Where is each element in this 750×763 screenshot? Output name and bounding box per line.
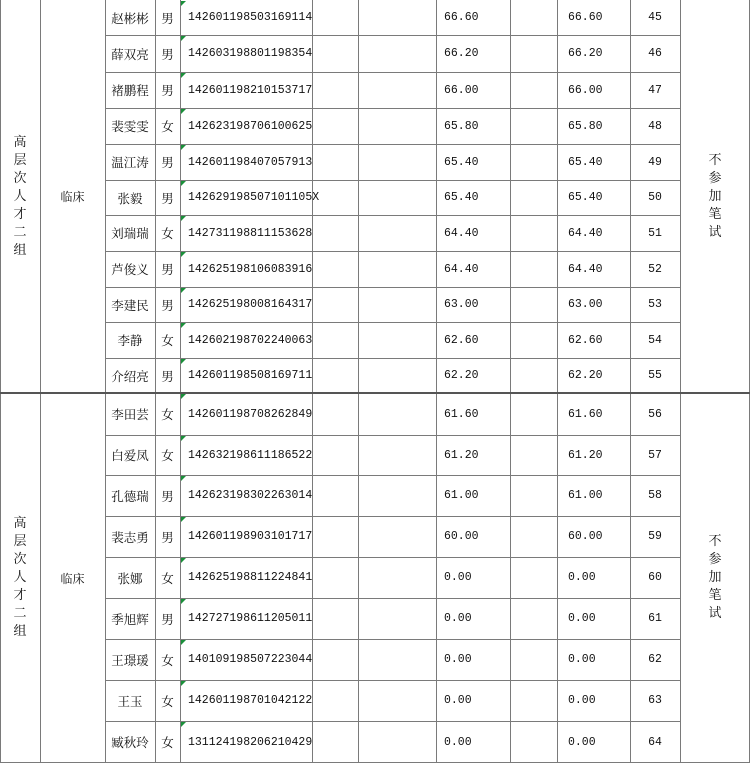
- applicant-score: 0.00: [444, 653, 472, 666]
- green-comment-marker: [181, 394, 186, 399]
- applicant-id-number: 142632198611186522: [188, 448, 313, 462]
- applicant-id-number: 142727198611205011: [188, 612, 313, 625]
- applicant-rank: 55: [648, 369, 662, 382]
- applicant-total-score: 0.00: [568, 571, 596, 584]
- applicant-name: 王璟瑗: [111, 652, 149, 668]
- applicant-rank: 49: [648, 155, 662, 169]
- group-note-label: 不 参 加 笔 试: [708, 152, 722, 240]
- green-comment-marker: [181, 36, 186, 41]
- applicant-score: 63.00: [444, 298, 479, 311]
- applicant-name: 裴志勇: [111, 529, 149, 545]
- applicant-rank: 52: [648, 262, 662, 276]
- applicant-score: 66.20: [444, 47, 479, 60]
- applicant-total-score: 0.00: [568, 653, 596, 666]
- applicant-rank: 61: [648, 612, 662, 625]
- applicant-total-score: 64.40: [568, 226, 603, 240]
- green-comment-marker: [181, 109, 186, 114]
- applicant-id-number: 142623198302263014: [188, 489, 313, 502]
- green-comment-marker: [181, 359, 186, 364]
- applicant-rank: 45: [648, 11, 662, 24]
- applicant-gender: 女: [161, 226, 174, 241]
- grid-column-line: [510, 0, 511, 763]
- applicant-gender: 女: [161, 693, 174, 709]
- applicant-score: 0.00: [444, 735, 472, 749]
- applicant-total-score: 65.40: [568, 155, 603, 169]
- applicant-total-score: 0.00: [568, 694, 596, 707]
- applicant-gender: 女: [161, 735, 174, 750]
- green-comment-marker: [181, 558, 186, 563]
- applicant-total-score: 0.00: [568, 735, 596, 749]
- applicant-id-number: 140109198507223044: [188, 653, 313, 666]
- applicant-name: 刘瑞瑞: [111, 226, 149, 241]
- applicant-total-score: 66.60: [568, 11, 603, 24]
- green-comment-marker: [181, 722, 186, 727]
- applicant-total-score: 62.60: [568, 333, 603, 347]
- applicant-score: 64.40: [444, 226, 479, 240]
- applicant-name: 薛双亮: [111, 46, 149, 62]
- applicant-score: 0.00: [444, 694, 472, 707]
- green-comment-marker: [181, 252, 186, 257]
- applicant-gender: 男: [161, 155, 174, 170]
- applicant-name: 王玉: [117, 693, 143, 709]
- applicant-score: 60.00: [444, 530, 479, 543]
- applicant-total-score: 66.00: [568, 83, 603, 97]
- applicant-gender: 男: [161, 10, 174, 26]
- group-category-label: 高 层 次 人 才 二 组: [13, 516, 27, 639]
- applicant-gender: 女: [161, 448, 174, 463]
- applicant-rank: 58: [648, 489, 662, 502]
- applicant-id-number: 142602198702240063: [188, 333, 313, 347]
- applicant-gender: 男: [161, 190, 174, 206]
- applicant-rank: 54: [648, 333, 662, 347]
- grid-column-line: [358, 0, 359, 763]
- applicant-name: 李建民: [111, 297, 149, 313]
- applicant-name: 温江涛: [111, 155, 149, 170]
- green-comment-marker: [181, 476, 186, 481]
- applicant-name: 李静: [117, 333, 143, 348]
- applicant-gender: 女: [161, 652, 174, 668]
- group-note-label: 不 参 加 笔 试: [708, 534, 722, 621]
- applicant-id-number: 142625198811224841: [188, 571, 313, 584]
- green-comment-marker: [181, 681, 186, 686]
- applicant-score: 65.40: [444, 155, 479, 169]
- applicant-name: 白爱凤: [111, 448, 149, 463]
- applicant-rank: 63: [648, 694, 662, 707]
- green-comment-marker: [181, 436, 186, 441]
- applicant-total-score: 61.60: [568, 407, 603, 421]
- applicant-name: 裴雯雯: [111, 119, 149, 134]
- applicant-id-number: 142601198407057913: [188, 155, 313, 169]
- applicant-total-score: 61.20: [568, 448, 603, 462]
- applicant-id-number: 142623198706100625: [188, 119, 313, 133]
- green-comment-marker: [181, 216, 186, 221]
- applicant-id-number: 142601198701042122: [188, 694, 313, 707]
- applicant-gender: 男: [161, 83, 174, 98]
- applicant-name: 张娜: [117, 570, 143, 586]
- applicant-gender: 男: [161, 262, 174, 277]
- applicant-gender: 男: [161, 46, 174, 62]
- applicant-name: 张毅: [117, 190, 143, 206]
- applicant-id-number: 142601198503169114: [188, 11, 313, 24]
- applicant-rank: 56: [648, 407, 662, 421]
- group-specialty-label: 临床: [60, 190, 85, 204]
- applicant-name: 芦俊义: [111, 262, 149, 277]
- applicant-score: 61.20: [444, 448, 479, 462]
- applicant-total-score: 61.00: [568, 489, 603, 502]
- applicant-total-score: 65.40: [568, 191, 603, 204]
- green-comment-marker: [181, 599, 186, 604]
- applicant-score: 66.00: [444, 83, 479, 97]
- applicant-id-number: 142625198008164317: [188, 298, 313, 311]
- green-comment-marker: [181, 288, 186, 293]
- green-comment-marker: [181, 73, 186, 78]
- green-comment-marker: [181, 323, 186, 328]
- applicant-total-score: 64.40: [568, 262, 603, 276]
- applicant-score: 0.00: [444, 571, 472, 584]
- applicant-rank: 64: [648, 735, 662, 749]
- applicant-total-score: 0.00: [568, 612, 596, 625]
- applicant-gender: 男: [161, 368, 174, 384]
- applicant-total-score: 65.80: [568, 119, 603, 133]
- applicant-rank: 57: [648, 448, 662, 462]
- applicant-rank: 62: [648, 653, 662, 666]
- applicant-score: 65.80: [444, 119, 479, 133]
- applicant-rank: 47: [648, 83, 662, 97]
- applicant-rank: 60: [648, 571, 662, 584]
- applicant-gender: 男: [161, 529, 174, 545]
- applicant-score: 64.40: [444, 262, 479, 276]
- applicant-name: 孔德瑞: [111, 488, 149, 504]
- applicant-rank: 50: [648, 191, 662, 204]
- applicant-id-number: 142601198508169711: [188, 369, 313, 382]
- applicant-gender: 女: [161, 333, 174, 348]
- applicant-rank: 59: [648, 530, 662, 543]
- applicant-rank: 46: [648, 47, 662, 60]
- applicant-score: 62.20: [444, 369, 479, 382]
- applicant-gender: 男: [161, 297, 174, 313]
- applicant-rank: 53: [648, 298, 662, 311]
- applicant-gender: 女: [161, 570, 174, 586]
- green-comment-marker: [181, 181, 186, 186]
- applicant-total-score: 62.20: [568, 369, 603, 382]
- applicant-name: 赵彬彬: [111, 10, 149, 26]
- applicant-score: 65.40: [444, 191, 479, 204]
- applicant-gender: 女: [161, 407, 174, 422]
- applicant-name: 李田芸: [111, 407, 149, 422]
- applicant-id-number: 142601198903101717: [188, 530, 313, 543]
- applicant-total-score: 60.00: [568, 530, 603, 543]
- applicant-score: 0.00: [444, 612, 472, 625]
- applicant-score: 62.60: [444, 333, 479, 347]
- applicant-gender: 女: [161, 119, 174, 134]
- applicant-gender: 男: [161, 611, 174, 627]
- group-category-label: 高 层 次 人 才 二 组: [13, 134, 27, 258]
- applicant-gender: 男: [161, 488, 174, 504]
- applicant-id-number: 142629198507101105X: [188, 191, 320, 204]
- green-comment-marker: [181, 640, 186, 645]
- applicant-total-score: 63.00: [568, 298, 603, 311]
- green-comment-marker: [181, 1, 186, 6]
- applicant-id-number: 142601198708262849: [188, 407, 313, 421]
- applicant-name: 褚鹏程: [111, 83, 149, 98]
- applicant-name: 介绍亮: [111, 368, 149, 384]
- group-specialty-label: 临床: [60, 571, 85, 586]
- green-comment-marker: [181, 145, 186, 150]
- applicant-score: 66.60: [444, 11, 479, 24]
- applicant-id-number: 142731198811153628: [188, 226, 313, 240]
- applicant-name: 季旭辉: [111, 611, 149, 627]
- applicant-score: 61.00: [444, 489, 479, 502]
- applicant-rank: 48: [648, 119, 662, 133]
- applicant-id-number: 142603198801198354: [188, 47, 313, 60]
- applicant-id-number: 131124198206210429: [188, 735, 313, 749]
- applicant-id-number: 142625198106083916: [188, 262, 313, 276]
- green-comment-marker: [181, 517, 186, 522]
- applicant-name: 臧秋玲: [111, 735, 149, 750]
- applicant-rank: 51: [648, 226, 662, 240]
- applicant-id-number: 142601198210153717: [188, 83, 313, 97]
- applicant-total-score: 66.20: [568, 47, 603, 60]
- applicant-score: 61.60: [444, 407, 479, 421]
